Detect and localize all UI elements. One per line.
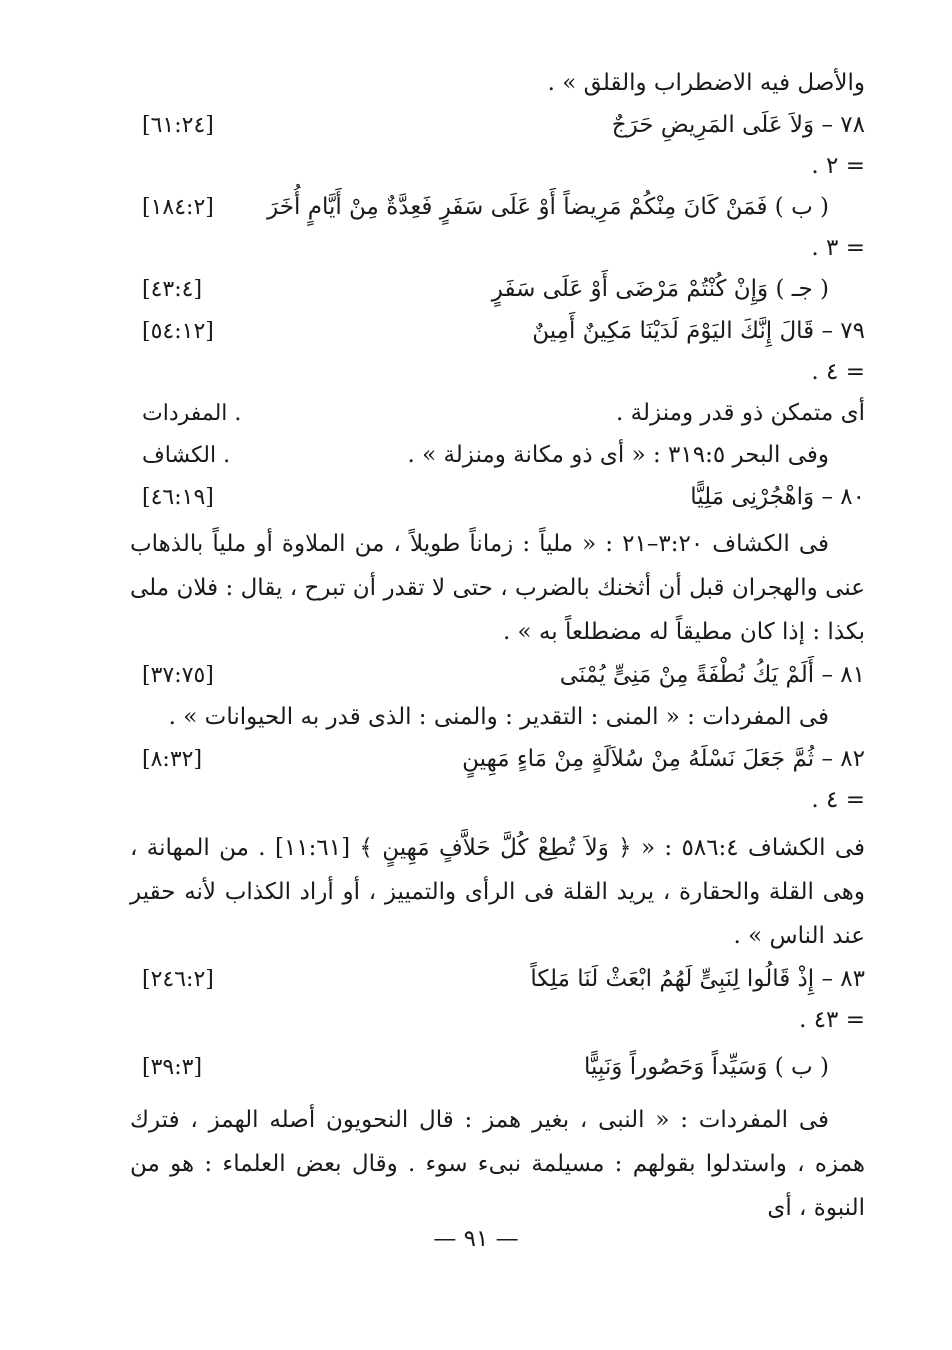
equals-line xyxy=(130,1000,865,1040)
equals-text: = ٤ . xyxy=(811,787,865,813)
source-reference: المفردات . xyxy=(142,401,242,426)
equals-text: = ٤ . xyxy=(811,359,865,385)
verse-line xyxy=(130,654,865,696)
verse-reference: [٢٤٦:٢] xyxy=(142,967,214,992)
verse-text: ( ب ) فَمَنْ كَانَ مِنْكُمْ مَرِيضاً أَوْ عَلَى سَفَرٍ فَعِدَّةٌ مِنْ أَيَّامٍ أُخَرَ xyxy=(267,194,829,220)
verse-line xyxy=(130,186,865,228)
equals-text: = ٢ . xyxy=(811,153,865,179)
commentary-paragraph: فى الكشاف ٥٨٦:٤ : « ﴿ وَلاَ تُطِعْ كُلَّ حَلاَّفٍ مَهِينٍ ﴾ [١١:٦١] . من المهانة ، وهى القلة والحقارة ، يريد القلة فى الرأى والتمييز ، أو أراد الكذاب لأنه حقير عند الناس » . xyxy=(130,835,865,949)
verse-line xyxy=(130,738,865,780)
equals-text: = ٣ . xyxy=(811,235,865,261)
verse-text: ٨١ – أَلَمْ يَكُ نُطْفَةً مِنْ مَنِىٍّ يُمْنَى xyxy=(559,662,865,688)
equals-line xyxy=(130,780,865,820)
verse-reference: [١٨٤:٢] xyxy=(142,195,214,220)
verse-reference: [٣٧:٧٥] xyxy=(142,663,214,688)
verse-text: ( ب ) وَسَيِّداً وَحَصُوراً وَنَبِيًّا xyxy=(584,1054,829,1080)
line-text: والأصل فيه الاضطراب والقلق » . xyxy=(547,70,865,96)
commentary-paragraph: فى الكشاف ٣:٢٠–٢١ : « ملياً : زماناً طويلاً ، من الملاوة أو ملياً بالذهاب عنى والهجران قبل أن أثخنك بالضرب ، حتى لا تقدر أن تبرح ، يقال : فلان ملى بكذا : إذا كان مطيقاً له مضطلعاً به » . xyxy=(130,531,865,645)
verse-reference: [٤٦:١٩] xyxy=(142,485,214,510)
page-number: — ٩١ — xyxy=(433,1226,519,1252)
verse-text: ٧٨ – وَلاَ عَلَى المَرِيضِ حَرَجٌ xyxy=(611,112,865,138)
page-body xyxy=(130,62,865,1230)
verse-line xyxy=(130,1046,865,1088)
verse-line xyxy=(130,476,865,518)
verse-text: ٨٠ – وَاهْجُرْنِى مَلِيًّا xyxy=(690,484,865,510)
verse-reference: [٤٣:٤] xyxy=(142,277,203,302)
text-line xyxy=(130,392,865,434)
verse-reference: [٣٩:٣] xyxy=(142,1055,203,1080)
verse-line xyxy=(130,310,865,352)
verse-text: ٨٢ – ثُمَّ جَعَلَ نَسْلَهُ مِنْ سُلاَلَةٍ مِنْ مَاءٍ مَهِينٍ xyxy=(462,746,865,772)
verse-text: ( جـ ) وَإِنْ كُنْتُمْ مَرْضَى أَوْ عَلَى سَفَرٍ xyxy=(491,276,829,302)
verse-text: ٧٩ – قَالَ إِنَّكَ اليَوْمَ لَدَيْنَا مَكِينٌ أَمِينٌ xyxy=(532,318,865,344)
equals-text: = ٤٣ . xyxy=(799,1007,865,1033)
verse-line xyxy=(130,958,865,1000)
text-line xyxy=(130,434,865,476)
equals-line xyxy=(130,352,865,392)
line-text: فى المفردات : « المنى : التقدير : والمنى : الذى قدر به الحيوانات » . xyxy=(168,704,829,730)
verse-reference: [٨:٣٢] xyxy=(142,747,203,772)
verse-line xyxy=(130,268,865,310)
verse-line xyxy=(130,104,865,146)
commentary-paragraph: فى المفردات : « النبى ، بغير همز : قال النحويون أصله الهمز ، فترك همزه ، واستدلوا بقولهم : مسيلمة نبىء سوء . وقال بعض العلماء : هو من النبوة ، أى xyxy=(130,1107,865,1221)
text-line xyxy=(130,62,865,104)
line-text: أى متمكن ذو قدر ومنزلة . xyxy=(616,400,865,426)
source-reference: الكشاف . xyxy=(142,443,231,468)
verse-reference: [٥٤:١٢] xyxy=(142,319,214,344)
equals-line xyxy=(130,228,865,268)
verse-text: ٨٣ – إِذْ قَالُوا لِنَبِىٍّ لَهُمُ ابْعَثْ لَنَا مَلِكاً xyxy=(530,966,865,992)
text-line xyxy=(130,696,865,738)
line-text: وفى البحر ٣١٩:٥ : « أى ذو مكانة ومنزلة » . xyxy=(407,442,829,468)
verse-reference: [٦١:٢٤] xyxy=(142,113,214,138)
equals-line xyxy=(130,146,865,186)
